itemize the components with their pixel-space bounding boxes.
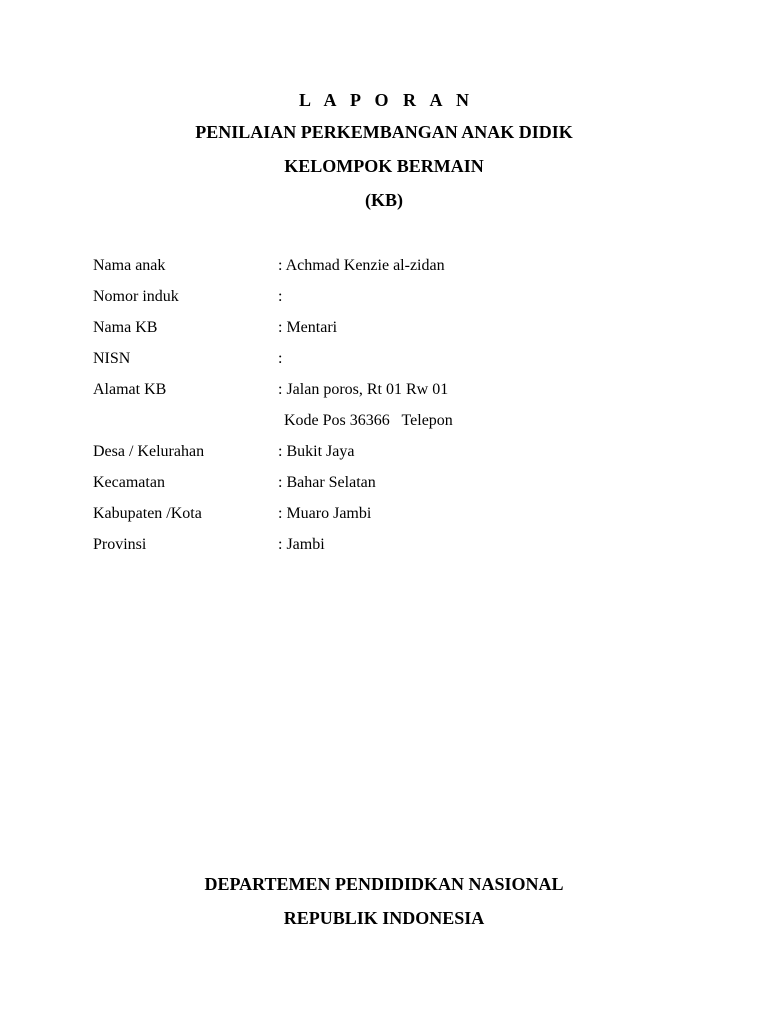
info-label: NISN bbox=[93, 350, 131, 367]
info-row-kabupaten bbox=[93, 504, 693, 535]
info-label: Nomor induk bbox=[93, 288, 179, 305]
group-abbreviation: (KB) bbox=[365, 190, 403, 210]
info-value: : Jambi bbox=[278, 536, 325, 553]
info-value: : Bukit Jaya bbox=[278, 443, 355, 460]
info-value: : Bahar Selatan bbox=[278, 474, 376, 491]
info-label: Nama KB bbox=[93, 319, 158, 336]
info-value: : Muaro Jambi bbox=[278, 505, 372, 522]
group-heading: KELOMPOK BERMAIN bbox=[284, 156, 484, 176]
info-label: Kabupaten /Kota bbox=[93, 505, 202, 522]
info-row-nama-anak bbox=[93, 256, 693, 287]
info-value: : Mentari bbox=[278, 319, 338, 336]
info-label: Desa / Kelurahan bbox=[93, 443, 205, 460]
info-row-kode-pos bbox=[93, 411, 693, 442]
document-title: L A P O R A N bbox=[298, 90, 475, 110]
info-row-nisn bbox=[93, 349, 693, 380]
info-row-kecamatan bbox=[93, 473, 693, 504]
footer-department: DEPARTEMEN PENDIDIDKAN NASIONAL bbox=[204, 874, 564, 894]
document-subtitle: PENILAIAN PERKEMBANGAN ANAK DIDIK bbox=[195, 122, 573, 142]
info-row-alamat-kb bbox=[93, 380, 693, 411]
info-value: : Jalan poros, Rt 01 Rw 01 bbox=[278, 381, 449, 398]
footer-country: REPUBLIK INDONESIA bbox=[283, 908, 485, 928]
info-row-nama-kb bbox=[93, 318, 693, 349]
info-value: Kode Pos 36366 Telepon bbox=[284, 412, 453, 429]
info-value: : bbox=[278, 350, 283, 367]
info-row-nomor-induk bbox=[93, 287, 693, 318]
info-label: Kecamatan bbox=[93, 474, 165, 491]
info-row-provinsi bbox=[93, 535, 693, 566]
info-label: Nama anak bbox=[93, 257, 166, 274]
info-label: Provinsi bbox=[93, 536, 147, 553]
info-row-desa bbox=[93, 442, 693, 473]
info-value: : Achmad Kenzie al-zidan bbox=[278, 257, 445, 274]
info-label: Alamat KB bbox=[93, 381, 167, 398]
info-value: : bbox=[278, 288, 283, 305]
student-info-table bbox=[93, 256, 693, 566]
